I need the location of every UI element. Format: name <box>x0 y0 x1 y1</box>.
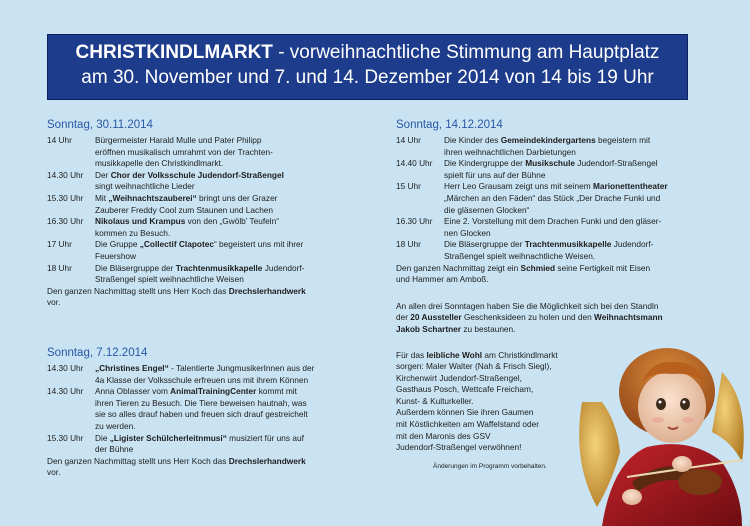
note-text: und Hammer am Amboß. <box>396 274 489 285</box>
event-text: singt weihnachtliche Lieder <box>95 181 195 192</box>
event-text: kommt mit <box>256 386 297 397</box>
event-text: Herr Leo Grausam zeigt uns mit seinem <box>444 181 593 192</box>
event-desc <box>95 170 347 193</box>
day-note <box>396 263 696 286</box>
event-time: 14 Uhr <box>47 135 72 145</box>
event-highlight: „Weihnachtszauberei“ <box>108 192 197 203</box>
event-text: von den „Gwölb’ Teufeln“ <box>185 216 279 227</box>
event-time: 18 Uhr <box>47 262 72 273</box>
note-text: seine Fertigkeit mit Eisen <box>555 262 651 273</box>
event-desc <box>95 263 347 286</box>
event-desc <box>444 181 696 216</box>
list-item <box>47 170 347 193</box>
info-highlight: Jakob Schartner <box>396 323 462 334</box>
event-text: Die Kinder des <box>444 135 501 145</box>
event-highlight: Gemeindekindergartens <box>500 135 596 145</box>
info-highlight: 20 Aussteller <box>410 312 462 323</box>
event-text: Straßengel spielt weihnachtliche Weisen <box>95 274 244 285</box>
note-text: Den ganzen Nachmittag stellt uns Herr Koch das <box>47 285 229 296</box>
event-desc <box>95 216 347 239</box>
event-highlight: Nikolaus und Krampus <box>95 216 186 227</box>
info-text: An allen drei Sonntagen haben Sie die Möglichkeit sich bei den Standln <box>396 300 659 311</box>
event-desc <box>95 386 347 432</box>
left-column-day2 <box>47 346 347 479</box>
event-time: 18 Uhr <box>396 239 421 250</box>
date-heading: Sonntag, 30.11.2014 <box>47 119 153 131</box>
event-text: Die Kindergruppe der <box>444 158 526 169</box>
event-text: spielt für uns auf der Bühne <box>444 169 546 180</box>
date-heading: Sonntag, 14.12.2014 <box>396 119 503 131</box>
info-paragraph <box>396 301 696 336</box>
event-text: Zauberer Freddy Cool zum Staunen und Lachen <box>95 204 274 215</box>
event-highlight: Trachtenmusikkapelle <box>175 262 263 273</box>
food-text: am Christkindlmarkt <box>482 349 558 360</box>
event-text: Judendorf- <box>611 239 654 250</box>
info-text: Geschenksideen zu holen und den <box>461 312 595 323</box>
info-text: zu bestaunen. <box>461 323 516 334</box>
note-text: Den ganzen Nachmittag zeigt ein <box>396 262 521 273</box>
event-text: - Talentierte JungmusikerInnen aus der <box>168 363 315 373</box>
event-text: begeistern mit <box>595 135 651 145</box>
event-desc <box>95 433 347 456</box>
event-text: musikkapelle den Christkindlmarkt. <box>95 158 224 169</box>
list-item <box>396 158 696 181</box>
event-text: Der <box>95 169 111 180</box>
event-time: 14 Uhr <box>396 135 421 145</box>
list-item <box>47 263 347 286</box>
list-item <box>396 239 696 262</box>
list-item <box>47 386 347 432</box>
event-time: 16.30 Uhr <box>396 216 433 227</box>
event-desc <box>444 135 696 158</box>
event-time: 15.30 Uhr <box>47 432 84 443</box>
list-item <box>396 181 696 216</box>
event-time: 16.30 Uhr <box>47 216 84 227</box>
list-item <box>47 433 347 456</box>
event-desc <box>444 239 696 262</box>
event-time: 15 Uhr <box>396 181 421 192</box>
banner-subtitle: am 30. November und 7. und 14. Dezember 2014 von 14 bis 19 Uhr <box>81 67 654 88</box>
food-text: mit den Maronis des GSV <box>396 430 491 441</box>
date-heading: Sonntag, 7.12.2014 <box>47 347 148 359</box>
event-highlight: „Christines Engel“ <box>95 363 169 373</box>
event-highlight: „Ligister Schülcherleitnmusi“ <box>109 432 227 443</box>
food-text: Außerdem können Sie ihren Gaumen <box>396 407 534 418</box>
event-text: Anna Oblasser vom <box>95 386 171 397</box>
event-text: Feuershow <box>95 250 137 261</box>
list-item <box>47 363 347 386</box>
food-text: Judendorf-Straßengel verwöhnen! <box>396 442 522 453</box>
info-highlight: Weihnachtsmann <box>594 312 663 323</box>
note-text: vor. <box>47 297 61 308</box>
title-rest: - vorweihnachtliche Stimmung am Hauptplatz <box>272 42 660 63</box>
event-desc <box>95 363 347 386</box>
event-text: Judendorf- <box>262 262 305 273</box>
list-item <box>47 193 347 216</box>
event-time: 17 Uhr <box>47 239 72 250</box>
event-text: “ begeistert uns mit ihrer <box>213 239 304 250</box>
event-highlight: Musikschule <box>525 158 575 169</box>
title-banner <box>47 34 688 100</box>
event-text: Eine 2. Vorstellung mit dem Drachen Funki und den gläser- <box>444 216 662 227</box>
note-highlight: Drechslerhandwerk <box>228 285 306 296</box>
event-text: ihren Tieren zu Besuch. Die Tiere beweisen hautnah, was <box>95 397 307 408</box>
event-time: 14.30 Uhr <box>47 363 84 373</box>
event-text: Die Bläsergruppe der <box>95 262 176 273</box>
note-text: Den ganzen Nachmittag stellt uns Herr Koch das <box>47 455 229 466</box>
event-text: Die <box>95 432 110 443</box>
event-text: Die Gruppe <box>95 239 140 250</box>
event-text: musiziert für uns auf <box>226 432 304 443</box>
food-text: Kunst- & Kulturkeller. <box>396 395 474 406</box>
event-text: kommen zu Besuch. <box>95 227 171 238</box>
event-text: „Märchen an den Fäden“ das Stück „Der Drache Funki und <box>444 192 661 203</box>
list-item <box>47 135 347 170</box>
day-note <box>47 456 347 479</box>
note-text: vor. <box>47 467 61 478</box>
event-text: Die Bläsergruppe der <box>444 239 525 250</box>
event-text: sie so alles drauf haben und freuen sich drauf gestreichelt <box>95 409 308 420</box>
event-text: bringt uns der Grazer <box>196 192 278 203</box>
day-note <box>47 286 347 309</box>
event-text: nen Glocken <box>444 227 491 238</box>
note-highlight: Drechslerhandwerk <box>228 455 306 466</box>
food-text: Gasthaus Posch, Wettcafe Freicham, <box>396 384 534 395</box>
event-desc <box>95 239 347 262</box>
list-item <box>47 216 347 239</box>
event-text: die gläsernen Glocken“ <box>444 204 530 215</box>
list-item <box>396 135 696 158</box>
list-item <box>396 216 696 239</box>
event-time: 15.30 Uhr <box>47 192 84 203</box>
changes-notice: Änderungen im Programm vorbehalten. <box>433 463 547 470</box>
food-text: mit Köstlichkeiten am Waffelstand oder <box>396 419 539 430</box>
food-text: sorgen: Maler Walter (Nah & Frisch Siegl), <box>396 361 552 372</box>
event-text: der Bühne <box>95 444 134 455</box>
left-column <box>47 118 347 309</box>
title-bold: CHRISTKINDLMARKT <box>75 42 273 63</box>
event-text: Straßengel spielt weihnachtliche Weisen. <box>444 250 596 261</box>
info-text: der <box>396 312 411 323</box>
event-time: 14.40 Uhr <box>396 158 433 169</box>
event-text: zu werden. <box>95 420 136 431</box>
angel-figurine-image <box>572 332 750 526</box>
event-highlight: Chor der Volksschule Judendorf-Straßengel <box>110 169 284 180</box>
event-desc <box>444 216 696 239</box>
event-text: 4a Klasse der Volksschule erfreuen uns mit ihrem Können <box>95 374 309 385</box>
event-text: ihren weihnachtlichen Darbietungen <box>444 146 576 157</box>
banner-title <box>48 41 687 65</box>
event-time: 14.30 Uhr <box>47 169 84 180</box>
event-desc <box>95 193 347 216</box>
event-text: eröffnen musikalisch umrahmt von der Trachten- <box>95 146 273 157</box>
event-text: Bürgermeister Harald Mulle und Pater Philipp <box>95 135 262 145</box>
food-highlight: leibliche Wohl <box>426 349 483 360</box>
event-desc <box>95 135 347 170</box>
event-time: 14.30 Uhr <box>47 386 84 397</box>
food-text: Kirchenwirt Judendorf-Straßengel, <box>396 372 522 383</box>
event-desc <box>444 158 696 181</box>
food-text: Für das <box>396 349 427 360</box>
event-text: Mit <box>95 192 109 203</box>
event-highlight: AnimalTrainingCenter <box>170 386 257 397</box>
list-item <box>47 239 347 262</box>
event-highlight: Trachtenmusikkapelle <box>524 239 612 250</box>
event-highlight: Marionettentheater <box>592 181 668 192</box>
note-highlight: Schmied <box>520 262 556 273</box>
event-highlight: „Collectif Clapotec <box>139 239 214 250</box>
event-text: Judendorf-Straßengel <box>575 158 658 169</box>
